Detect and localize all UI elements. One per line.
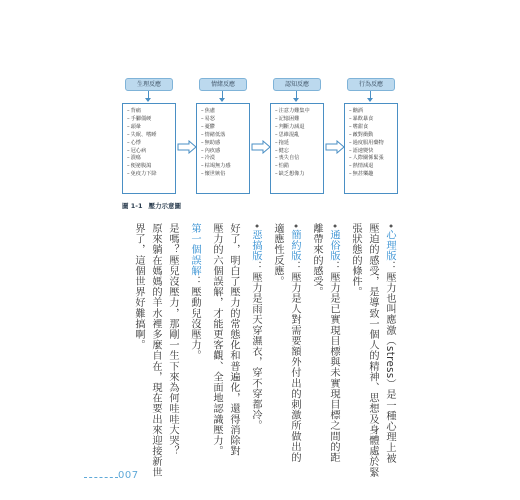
list-item: – 無助感 [201,140,249,148]
bullet: • [250,223,261,230]
term-simple: 簡約版 [289,229,300,262]
text-segment: ）是一種心理上被 [384,378,395,464]
item-box [344,103,398,194]
list-item: – 暴飲暴食 [349,116,397,124]
text-column: 是嗎？壓兒沒壓力，那剛一生下來為何哇哇大哭？ [167,223,178,457]
list-item: – 熱情減退 [349,163,397,171]
list-item: – 憂鬱 [201,124,249,132]
list-item: – 怕錯 [275,163,323,171]
column-header: 情緒反應 [199,78,247,91]
connector-arrowhead [145,98,151,102]
text-column [249,223,261,455]
arrow-right-icon [177,140,197,154]
list-item: – 缺乏想像力 [275,171,323,179]
list-item: – 無甚樂趣 [349,171,397,179]
list-item: – 手腳僵硬 [127,116,175,124]
list-item: – 便祕腹瀉 [127,163,175,171]
list-item: – 懷世嫉俗 [201,171,249,179]
list-item: – 枯竭無力感 [201,163,249,171]
text-column: 壓迫的感受，是導致一個人的精神、思想及身體處於緊 [367,223,378,478]
bullet: • [384,223,395,230]
text-column [188,223,200,455]
text-segment: ：壓力是雨天穿濕衣，穿不穿都冷。 [250,261,261,431]
column-behavioral [344,78,398,194]
stress-diagram [122,78,398,194]
text-column: 適應性反應。 [272,223,283,287]
text-column: 離帶來的感受。 [311,223,322,298]
list-item: – 健忘 [275,148,323,156]
list-item: – 內疚感 [201,148,249,156]
figure-title: 壓力示意圖 [148,202,182,210]
column-emotional [196,78,250,194]
item-box [270,103,324,194]
text-column [383,223,395,464]
list-item: – 冷漠 [201,155,249,163]
term-spoof: 惡搞版 [250,229,261,262]
text-column: 好了，明白了壓力的常態化和普遍化，還得消除對 [228,223,239,457]
list-item: – 注意力難集中 [275,108,323,116]
list-item: – 酗酒 [349,108,397,116]
list-item: – 背痛 [127,108,175,116]
arrow-right-icon [325,140,345,154]
text-segment: ：壓力也叫應激（ [384,261,395,347]
list-item: – 冠心病 [127,148,175,156]
list-item: – 心悸 [127,140,175,148]
item-box [122,103,176,194]
list-item: – 嗜甜食 [349,124,397,132]
connector-arrowhead [219,98,225,102]
figure-caption [122,201,181,210]
list-item: – 失眠、嗜睡 [127,132,175,140]
column-cognitive [270,78,324,194]
bullet: • [289,223,300,230]
text-segment: ：壓力是已實現目標與未實現目標之間的距 [328,261,339,463]
text-column: 原來躺在媽媽的羊水裡多麼自在，現在要出來迎接新世 [150,223,161,478]
footer-dashed-line [84,477,118,478]
term-misconception-1: 第一個誤解 [189,223,200,276]
item-box [196,103,250,194]
column-header: 行為反應 [347,78,395,91]
column-physiological [122,78,176,194]
list-item: – 敵對衝動 [349,132,397,140]
text-column [288,223,300,463]
list-item: – 情緒低落 [201,132,249,140]
term-psychological: 心理版 [384,229,395,262]
text-column: 張狀態的條件。 [350,223,361,298]
list-item: – 拖延 [275,140,323,148]
text-column [327,223,339,463]
figure-number: 圖 1-1 [122,202,143,210]
list-item: – 潰瘍 [127,155,175,163]
list-item: – 免疫力下降 [127,171,175,179]
arrow-right-icon [251,140,271,154]
bullet: • [328,223,339,230]
list-item: – 記憶困難 [275,116,323,124]
text-segment: stress [384,346,395,379]
connector-arrowhead [293,98,299,102]
text-segment: ：壓力是人對需要額外付出的刺激所做出的 [289,261,300,463]
list-item: – 過度服用藥物 [349,140,397,148]
term-popular: 通俗版 [328,229,339,262]
text-segment: ：壓動兒沒壓力。 [189,276,200,361]
column-header: 生理反應 [125,78,173,91]
page-number: 007 [118,470,139,481]
list-item: – 判斷力減退 [275,124,323,132]
text-column: 界了，這個世界好難搞啊。 [133,223,144,351]
list-item: – 思維混亂 [275,132,323,140]
connector-arrowhead [367,98,373,102]
list-item: – 喪失自信 [275,155,323,163]
list-item: – 語速變快 [349,148,397,156]
list-item: – 人際關係緊張 [349,155,397,163]
list-item: – 焦慮 [201,108,249,116]
list-item: – 頭暈 [127,124,175,132]
column-header: 認知反應 [273,78,321,91]
text-column: 壓力的六個誤解，才能更客觀、全面地認識壓力。 [211,223,222,457]
list-item: – 易怒 [201,116,249,124]
